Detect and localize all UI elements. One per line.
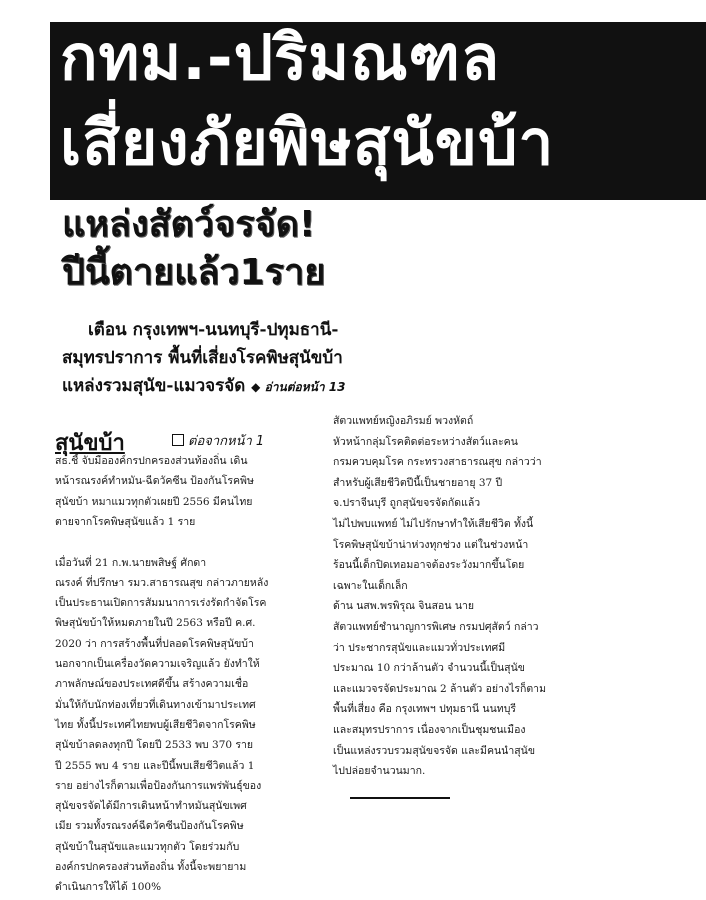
body-line: เมีย รวมทั้งรณรงค์ฉีดวัคซีนป้องกันโรคพิษ — [55, 820, 244, 833]
body-line: ไทย ทั้งนี้ประเทศไทยพบผู้เสียชีวิตจากโรคพิษ — [55, 718, 256, 731]
teaser-line-3 — [62, 378, 345, 395]
body-line: กรมควบคุมโรค กระทรวงสาธารณสุข กล่าวว่า — [333, 456, 542, 469]
column-heading: สุนัขบ้า — [55, 431, 125, 456]
body-line: ดำเนินการให้ได้ 100% — [55, 881, 162, 894]
body-line: เฉพาะในเด็กเล็ก — [333, 579, 408, 592]
body-line: เป็นแหล่งรวบรวมสุนัขจรจัด และมีคนนำสุนัข — [333, 744, 536, 757]
body-line: ประมาณ 10 กว่าล้านตัว จำนวนนี้เป็นสุนัข — [333, 662, 525, 675]
body-line: หน้ารณรงค์ทำหมัน-ฉีดวัคซีน ป้องกันโรคพิษ — [55, 475, 254, 488]
column-continued — [172, 430, 264, 451]
headline-line-2: เสี่ยงภัยพิษสุนัขบ้า — [60, 106, 555, 179]
headline-line-1: กทม.-ปริมณฑล — [60, 21, 501, 94]
body-line: ปี 2555 พบ 4 ราย และปีนี้พบเสียชีวิตแล้ว 1 — [55, 759, 255, 772]
body-line: พิษสุนัขบ้าให้หมดภายในปี 2563 หรือปี ค.ศ. — [55, 617, 256, 630]
body-line: สัตวแพทย์ชำนาญการพิเศษ กรมปศุสัตว์ กล่าว — [333, 621, 539, 633]
body-line: 2020 ว่า การสร้างพื้นที่ปลอดโรคพิษสุนัขบ้า — [55, 637, 254, 650]
body-line: สธ.ชี้ จับมือองค์กรปกครองส่วนท้องถิ่น เดิน — [55, 455, 248, 467]
body-line: และสมุทรปราการ เนื่องจากเป็นชุมชนเมือง — [333, 724, 526, 736]
body-line: ด้าน นสพ.พรพิรุณ จินสอน นาย — [333, 600, 475, 613]
body-line: สุนัขบ้า หมาแมวทุกตัวเผยปี 2556 มีคนไทย — [55, 495, 253, 508]
body-line: องค์กรปกครองส่วนท้องถิ่น ทั้งนี้จะพยายาม — [55, 861, 247, 873]
body-line: ตายจากโรคพิษสุนัขแล้ว 1 ราย — [55, 515, 196, 528]
body-line: ราย อย่างไรก็ตามเพื่อป้องกันการแพร่พันธุ์ของ — [55, 779, 262, 792]
body-line: สุนัขจรจัดได้มีการเดินหน้าทำหมันสุนัขเพศ — [55, 800, 247, 813]
body-line: โรคพิษสุนัขบ้าน่าห่วงทุกช่วง แต่ในช่วงหน้า — [333, 538, 529, 551]
body-line: ร้อนนี้เด็กปิดเทอมอาจต้องระวังมากขึ้นโดย — [333, 559, 525, 572]
body-line: และแมวจรจัดประมาณ 2 ล้านตัว อย่างไรก็ตาม — [333, 682, 547, 695]
body-line: พื้นที่เสี่ยง คือ กรุงเทพฯ ปทุมธานี นนทบุรี — [333, 703, 517, 716]
body-line: สัตวแพทย์หญิงอภิรมย์ พวงหัตถ์ — [333, 415, 474, 427]
body-line: สำหรับผู้เสียชีวิตปีนี้เป็นชายอายุ 37 ปี — [333, 476, 503, 489]
column-continued-text: ต่อจากหน้า 1 — [188, 434, 265, 449]
teaser-line-1: เตือน กรุงเทพฯ-นนทบุรี-ปทุมธานี- — [88, 320, 339, 340]
body-line: มั่นให้กับนักท่องเที่ยวที่เดินทางเข้ามาประเทศ — [55, 698, 256, 711]
body-line: เมื่อวันที่ 21 ก.พ.นายพสิษฐ์ ศักดา — [55, 556, 207, 569]
end-rule — [350, 797, 450, 799]
body-line: ไปปล่อยจำนวนมาก. — [333, 765, 426, 778]
body-line: หัวหน้ากลุ่มโรคติดต่อระหว่างสัตว์และคน — [333, 435, 518, 448]
body-line: ณรงค์ ที่ปรึกษา รมว.สาธารณสุข กล่าวภายหลัง — [55, 576, 269, 589]
subheadline-line-1: แหล่งสัตว์จรจัด! — [62, 204, 316, 245]
teaser-line-3-text: แหล่งรวมสุนัข-แมวจรจัด — [62, 376, 246, 396]
body-line: ว่า ประชากรสุนัขและแมวทั่วประเทศมี — [333, 641, 506, 654]
body-line: สุนัขบ้าในสุนัขและแมวทุกตัว โดยร่วมกับ — [55, 840, 240, 853]
body-line: สุนัขบ้าลดลงทุกปี โดยปี 2533 พบ 370 ราย — [55, 739, 254, 752]
body-line: จ.ปราจีนบุรี ถูกสุนัขจรจัดกัดแล้ว — [333, 497, 481, 510]
body-line: นอกจากเป็นเครื่องวัดความเจริญแล้ว ยังทำให้ — [55, 658, 260, 670]
subheadline-line-2: ปีนี้ตายแล้ว1ราย — [62, 252, 326, 293]
body-line: ภาพลักษณ์ของประเทศดีขึ้น สร้างความเชื่อ — [55, 678, 249, 691]
checkbox-icon — [172, 434, 184, 446]
teaser-continued: ◆ อ่านต่อหน้า 13 — [251, 380, 346, 394]
teaser-line-2: สมุทรปราการ พื้นที่เสี่ยงโรคพิษสุนัขบ้า — [62, 348, 343, 368]
body-line: เป็นประธานเปิดการสัมมนาการเร่งรัดกำจัดโรค — [55, 597, 267, 610]
body-line: ไม่ไปพบแพทย์ ไม่ไปรักษาทำให้เสียชีวิต ทั้งนี้ — [333, 518, 534, 530]
